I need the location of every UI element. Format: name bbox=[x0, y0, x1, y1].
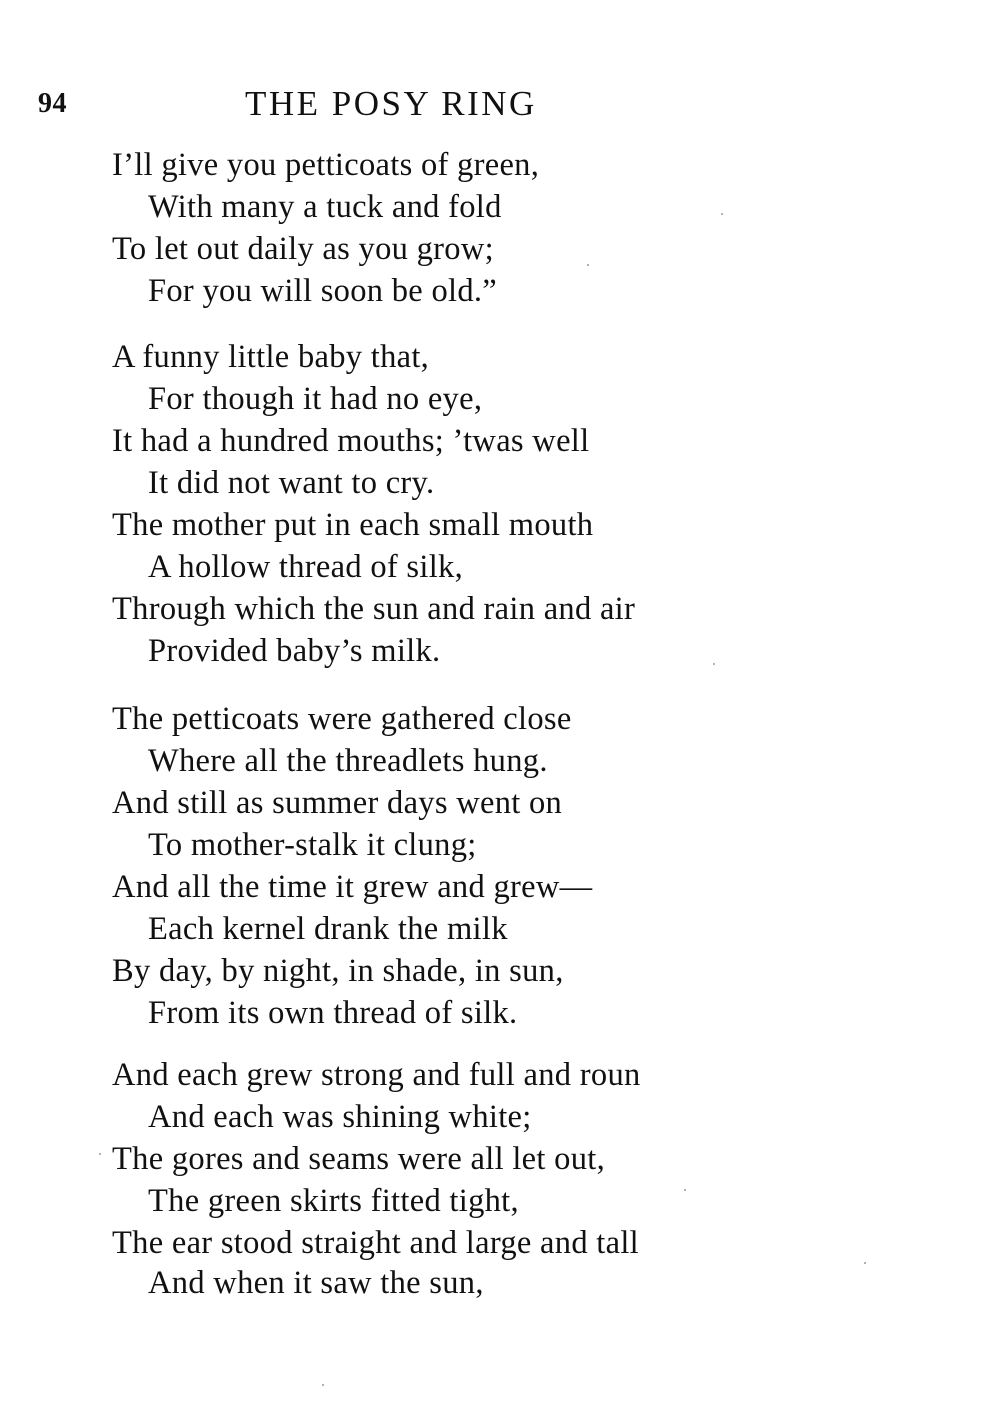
poem-line: It had a hundred mouths; ’twas well bbox=[112, 423, 590, 459]
poem-line: Through which the sun and rain and air bbox=[112, 591, 636, 627]
poem-line: Each kernel drank the milk bbox=[148, 911, 508, 947]
scan-speck bbox=[587, 264, 589, 266]
poem-line: Provided baby’s milk. bbox=[148, 633, 441, 669]
poem-line: From its own thread of silk. bbox=[148, 995, 518, 1031]
poem-line: A funny little baby that, bbox=[112, 339, 430, 375]
scan-speck bbox=[864, 1262, 866, 1264]
poem-line: For you will soon be old.” bbox=[148, 273, 498, 309]
poem-line: It did not want to cry. bbox=[148, 465, 435, 501]
page-number: 94 bbox=[38, 88, 67, 119]
running-title: THE POSY RING bbox=[245, 84, 537, 123]
page-header bbox=[0, 84, 1000, 134]
poem-line: Where all the threadlets hung. bbox=[148, 743, 548, 779]
poem-line: And still as summer days went on bbox=[112, 785, 563, 821]
poem-line: The petticoats were gathered close bbox=[112, 701, 572, 737]
poem-line: And when it saw the sun, bbox=[148, 1265, 484, 1301]
poem-line: I’ll give you petticoats of green, bbox=[112, 147, 540, 183]
poem-line: With many a tuck and fold bbox=[148, 189, 502, 225]
scan-speck bbox=[713, 663, 715, 665]
poem-line: For though it had no eye, bbox=[148, 381, 483, 417]
poem-line: And all the time it grew and grew— bbox=[112, 869, 593, 905]
scan-speck bbox=[684, 1189, 686, 1191]
scan-speck bbox=[99, 1153, 101, 1155]
poem-line: The mother put in each small mouth bbox=[112, 507, 594, 543]
scan-speck bbox=[721, 213, 723, 215]
poem-line: And each grew strong and full and roun bbox=[112, 1057, 641, 1093]
poem-line: The green skirts fitted tight, bbox=[148, 1183, 519, 1219]
scan-speck bbox=[322, 1384, 324, 1386]
poem-line: To mother-stalk it clung; bbox=[148, 827, 477, 863]
poem-line: And each was shining white; bbox=[148, 1099, 532, 1135]
poem-line: To let out daily as you grow; bbox=[112, 231, 494, 267]
poem-line: A hollow thread of silk, bbox=[148, 549, 464, 585]
poem-line: The gores and seams were all let out, bbox=[112, 1141, 606, 1177]
poem-line: The ear stood straight and large and tall bbox=[112, 1225, 640, 1261]
poem-line: By day, by night, in shade, in sun, bbox=[112, 953, 564, 989]
